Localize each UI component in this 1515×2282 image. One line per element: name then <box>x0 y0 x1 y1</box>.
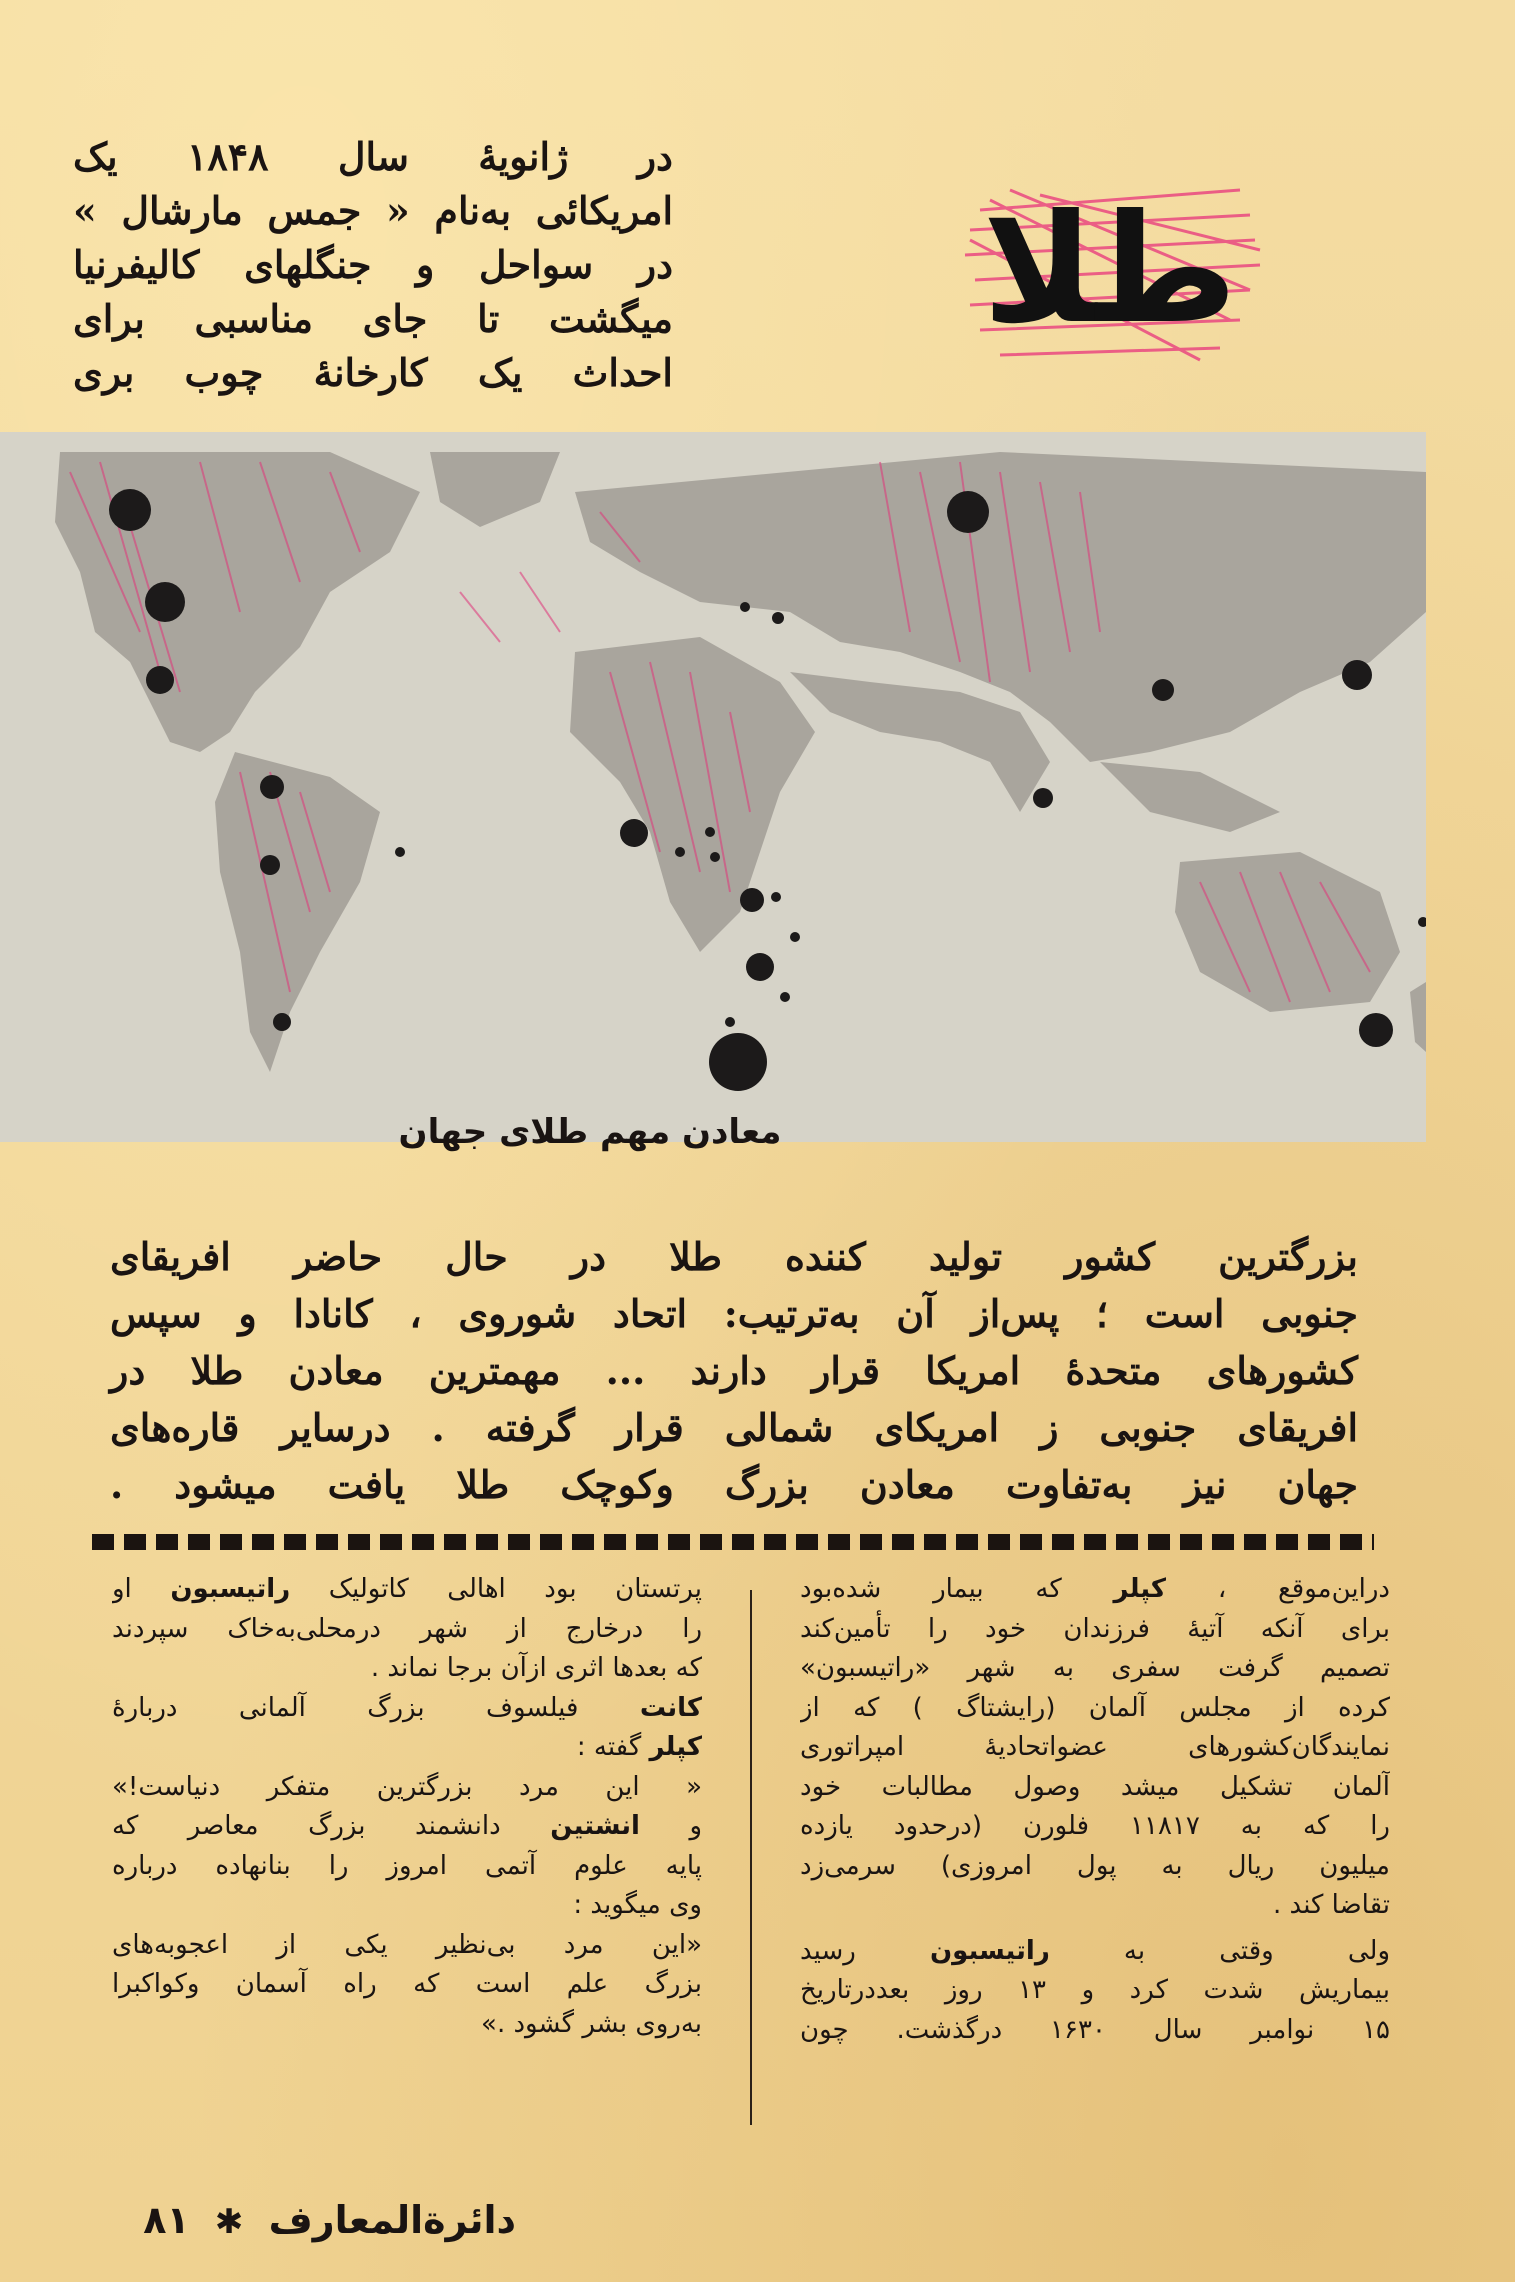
column-line: میلیون ریال به پول امروزی) سرمی‌زد <box>800 1850 1390 1881</box>
column-rule <box>750 1590 752 2125</box>
mine-marker <box>947 491 989 533</box>
column-line: پرتستان بود اهالی کاتولیک راتیسبون او <box>112 1574 702 1604</box>
mine-marker <box>1342 660 1372 690</box>
title-text: طلا <box>982 183 1238 357</box>
paragraph-line: جنوبی است ؛ پس‌از آن به‌ترتیب: اتحاد شوروی ، کانادا و سپس <box>110 1291 1358 1336</box>
mine-marker <box>620 819 648 847</box>
mine-marker <box>1033 788 1053 808</box>
column-line: ولی وقتی به راتیسبون رسید <box>800 1935 1390 1966</box>
star-icon: ✱ <box>214 2202 244 2242</box>
intro-line: در ژانویهٔ سال ۱۸۴۸ یک <box>73 134 673 179</box>
column-line: را درخارج از شهر درمحلی‌به‌خاک سپردند <box>112 1613 702 1644</box>
paragraph-line: کشورهای متحدهٔ امریکا قرار دارند ... مهمترین معادن طلا در <box>110 1348 1358 1393</box>
intro-line: احداث یک کارخانهٔ چوب بری <box>73 350 673 395</box>
column-line: دراین‌موقع ، کپلر که بیمار شده‌بود <box>800 1574 1390 1604</box>
world-gold-mines-map <box>0 432 1426 1142</box>
mine-marker <box>1359 1013 1393 1047</box>
page-footer <box>46 2190 516 2250</box>
mine-marker-small <box>771 892 781 902</box>
column-line: بزرگ علم است که راه آسمان وکواکبرا <box>112 1969 702 1999</box>
mine-marker <box>740 888 764 912</box>
dashed-divider <box>92 1534 1374 1550</box>
intro-paragraph <box>73 130 673 400</box>
intro-line: در سواحل و جنگلهای کالیفرنیا <box>73 242 673 287</box>
column-line: بیماریش شدت کرد و ۱۳ روز بعددرتاریخ <box>800 1975 1390 2005</box>
mine-marker-small <box>740 602 750 612</box>
mine-marker <box>145 582 185 622</box>
column-line: کانت فیلسوف بزرگ آلمانی دربارهٔ <box>112 1692 702 1723</box>
column-line: «این مرد بی‌نظیر یکی از اعجوبه‌های <box>112 1929 702 1960</box>
column-line: کپلر گفته : <box>576 1732 702 1762</box>
column-line: که بعدها اثری ازآن برجا نماند . <box>370 1653 702 1683</box>
column-line: وی میگوید : <box>573 1890 702 1920</box>
column-line: تصمیم گرفت سفری به شهر «راتیسبون» <box>800 1653 1390 1683</box>
map-svg <box>0 432 1426 1142</box>
column-line: آلمان تشکیل میشد وصول مطالبات خود <box>800 1771 1390 1802</box>
mine-marker <box>109 489 151 531</box>
column-line: پایه علوم آتمی امروز را بنانهاده درباره <box>112 1850 702 1881</box>
mine-marker <box>709 1033 767 1091</box>
mine-marker-small <box>772 612 784 624</box>
mine-marker-small <box>395 847 405 857</box>
mine-marker <box>146 666 174 694</box>
right-column <box>800 1570 1390 2050</box>
mine-marker-small <box>710 852 720 862</box>
page-number: ۸۱ <box>143 2198 190 2242</box>
left-column <box>112 1570 702 2044</box>
article-title <box>940 170 1280 380</box>
mine-marker <box>260 775 284 799</box>
mine-marker-small <box>780 992 790 1002</box>
intro-line: امریکائی به‌نام « جمس مارشال » <box>73 188 673 233</box>
mine-marker <box>260 855 280 875</box>
column-line: تقاضا کند . <box>1273 1890 1390 1920</box>
intro-line: میگشت تا جای مناسبی برای <box>73 296 673 341</box>
column-line: برای آنکه آتیهٔ فرزندان خود را تأمین‌کند <box>800 1613 1390 1644</box>
mine-marker-small <box>705 827 715 837</box>
mine-marker-small <box>790 932 800 942</box>
journal-name: دائرة‌المعارف <box>268 2198 516 2242</box>
column-line: « این مرد بزرگترین متفکر دنیاست!» <box>112 1771 702 1802</box>
mine-marker-small <box>675 847 685 857</box>
mine-marker-small <box>725 1017 735 1027</box>
column-line: و انشتین دانشمند بزرگ معاصر که <box>112 1811 702 1841</box>
column-line: کرده از مجلس آلمان (رایشتاگ ) که از <box>800 1692 1390 1723</box>
mine-marker <box>746 953 774 981</box>
map-caption: معادن مهم طلای جهان <box>398 1112 782 1152</box>
paragraph-line: افریقای جنوبی ز امریکای شمالی قرار گرفته . درسایر قاره‌های <box>110 1405 1358 1450</box>
mine-marker <box>273 1013 291 1031</box>
column-line: را که به ۱۱۸۱۷ فلورن (درحدود یازده <box>800 1811 1390 1841</box>
main-paragraph <box>110 1228 1358 1513</box>
column-line: ۱۵ نوامبر سال ۱۶۳۰ درگذشت. چون <box>800 2014 1390 2045</box>
paragraph-line: جهان نیز به‌تفاوت معادن بزرگ وکوچک طلا یافت میشود . <box>110 1462 1358 1507</box>
column-line: به‌روی بشر گشود .» <box>481 2008 702 2039</box>
mine-marker <box>1152 679 1174 701</box>
paragraph-line: بزرگترین کشور تولید کننده طلا در حال حاضر افریقای <box>110 1234 1358 1279</box>
column-line: نمایندگان‌کشورهای عضواتحادیهٔ امپراتوری <box>800 1732 1390 1762</box>
